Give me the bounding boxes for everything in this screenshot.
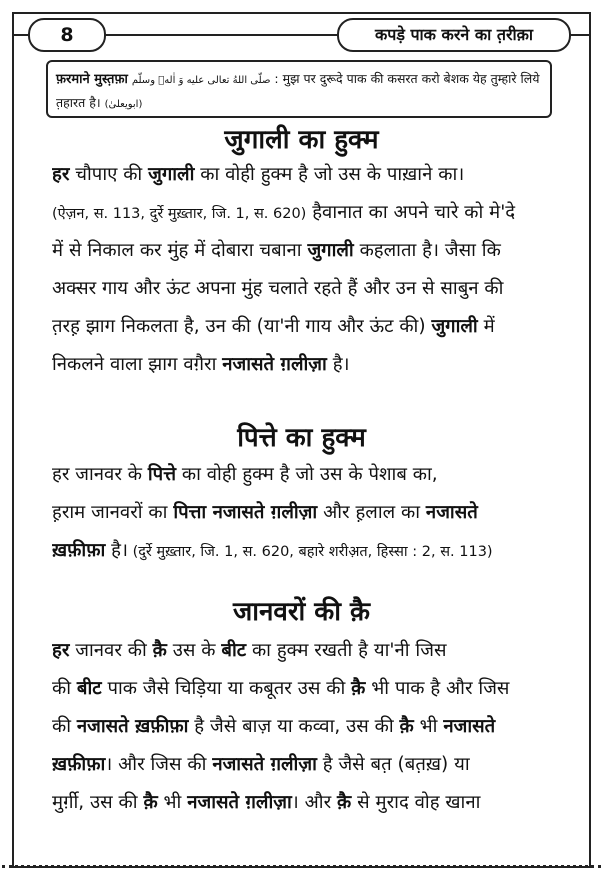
- section-heading: जुगाली का हुक्म: [224, 125, 379, 155]
- section-heading: जानवरों की क़ै: [232, 597, 371, 627]
- text-line: [52, 156, 556, 194]
- bold-term: बीट: [76, 678, 102, 699]
- bold-term: नजासते ग़लीज़ा: [222, 354, 327, 375]
- bold-term: नजासते ख़फ़ीफ़ा: [76, 716, 189, 737]
- bold-term: हर: [52, 164, 70, 185]
- text-line: [52, 532, 556, 570]
- text-line: [52, 784, 556, 822]
- text-run: से मुराद वोह खाना: [351, 792, 481, 813]
- text-run: पाक जैसे चिड़िया या कबूतर उस की: [101, 678, 352, 699]
- bold-term: नजासते: [443, 716, 496, 737]
- text-run: मुर्ग़ी, उस की: [52, 792, 144, 813]
- section-body: [52, 632, 556, 822]
- text-run: में से निकाल कर मुंह में दोबारा चबाना: [52, 240, 308, 261]
- text-run: और ह़लाल का: [317, 502, 426, 523]
- bold-term: क़ै: [351, 678, 366, 699]
- text-run: का वोही हुक्म है जो उस के पेशाब का,: [175, 464, 438, 485]
- bold-term: क़ै: [337, 792, 352, 813]
- bold-term: क़ै: [399, 716, 414, 737]
- text-run: में: [477, 316, 495, 337]
- text-run: जानवर की: [69, 640, 153, 661]
- section-body: [52, 156, 556, 384]
- arabic-salutation: صلّى اللهُ تعالى عليه وَ اٰلهٖ وسلّم: [131, 75, 271, 86]
- text-run: । और जिस की: [105, 754, 213, 775]
- text-line: [52, 746, 556, 784]
- text-run: भी पाक है और जिस: [365, 678, 510, 699]
- text-run: ह़राम जानवरों का: [52, 502, 174, 523]
- text-run: की: [52, 678, 77, 699]
- bold-term: नजासते ग़लीज़ा: [212, 754, 317, 775]
- bold-term: ख़फ़ीफ़ा: [52, 754, 106, 775]
- page-number: 8: [28, 18, 106, 52]
- text-run: निकलने वाला झाग वग़ैरा: [52, 354, 223, 375]
- bold-term: क़ै: [152, 640, 167, 661]
- quote-text-line2: त़हारत है।: [56, 95, 101, 110]
- text-line: [52, 494, 556, 532]
- section-body: [52, 456, 556, 570]
- bold-term: पित्ता नजासते ग़लीज़ा: [173, 502, 318, 523]
- bold-term: जुगाली: [148, 164, 195, 185]
- bold-term: जुगाली: [431, 316, 478, 337]
- bold-term: नजासते ग़लीज़ा: [187, 792, 292, 813]
- text-run: है।: [326, 354, 350, 375]
- text-run: त़रह़ झाग निकलता है, उन की (या'नी गाय और ऊंट की): [52, 316, 432, 337]
- text-line: [52, 708, 556, 746]
- text-run: है।: [105, 540, 128, 561]
- text-line: [52, 308, 556, 346]
- quote-source: (ابویعلیٰ): [104, 99, 143, 110]
- text-line: [52, 632, 556, 670]
- text-run: हर जानवर के: [52, 464, 148, 485]
- bold-term: बीट: [221, 640, 247, 661]
- text-run: की: [52, 716, 77, 737]
- running-title: कपड़े पाक करने का त़रीक़ा: [337, 18, 571, 52]
- text-line: [52, 270, 556, 308]
- text-run: चौपाए की: [69, 164, 149, 185]
- text-run: भी: [413, 716, 444, 737]
- text-run: अक्सर गाय और ऊंट अपना मुंह चलाते रहते हैं और उन से साबुन की: [52, 278, 504, 299]
- text-run: का हुक्म रखती है या'नी जिस: [246, 640, 447, 661]
- text-run: है जैसे बाज़ या कव्वा, उस की: [188, 716, 400, 737]
- section-heading: पित्ते का हुक्म: [237, 423, 366, 453]
- text-run: भी: [157, 792, 188, 813]
- text-run: है जैसे बत़ (बत़ख़) या: [316, 754, 470, 775]
- bold-term: ख़फ़ीफ़ा: [52, 540, 106, 561]
- text-line: [52, 456, 556, 494]
- text-run: । और: [291, 792, 338, 813]
- text-run: उस के: [166, 640, 222, 661]
- text-run: का वोही हुक्म है जो उस के पाख़ाने का।: [194, 164, 465, 185]
- quote-text: : मुझ पर दुरूदे पाक की कसरत करो बेशक येह तुम्हारे लिये: [274, 71, 540, 86]
- text-line: [52, 346, 556, 384]
- bold-term: क़ै: [143, 792, 158, 813]
- text-line: [52, 232, 556, 270]
- bold-term: जुगाली: [307, 240, 354, 261]
- text-line: [52, 194, 556, 232]
- hadith-quote-box: [46, 60, 552, 118]
- bold-term: पित्ते: [147, 464, 176, 485]
- text-run: कहलाता है। जैसा कि: [353, 240, 501, 261]
- text-run: हैवानात का अपने चारे को मे'दे: [306, 202, 516, 223]
- bold-term: नजासते: [425, 502, 478, 523]
- bold-term: हर: [52, 640, 70, 661]
- text-line: [52, 670, 556, 708]
- citation: (दुर्रे मुख़्तार, जि. 1, स. 620, बहारे शरीअ़त, हिस्सा : 2, स. 113): [127, 544, 493, 560]
- quote-label: फ़रमाने मुस्त़फ़ा: [56, 72, 128, 87]
- citation: (ऐज़न, स. 113, दुर्रे मुख़्तार, जि. 1, स. 620): [52, 206, 307, 222]
